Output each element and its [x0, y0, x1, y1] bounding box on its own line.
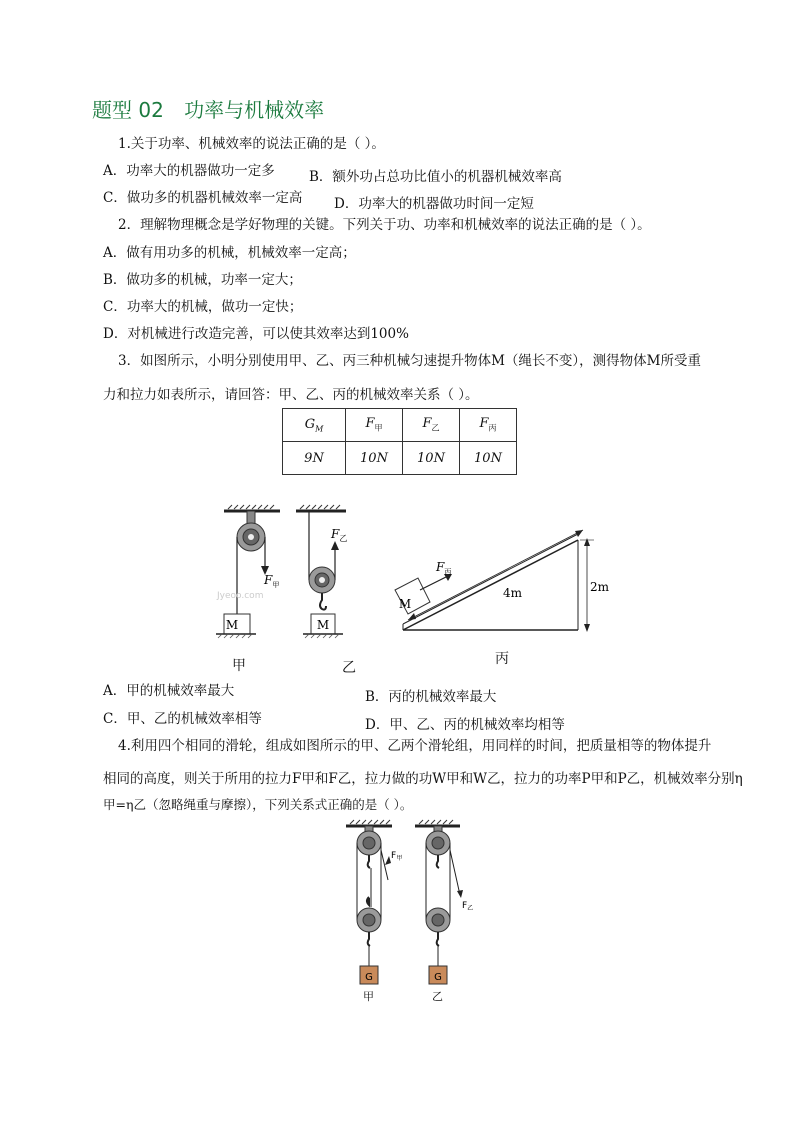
q4-stem-line2: 相同的高度，则关于所用的拉力F甲和F乙，拉力做的功W甲和W乙，拉力的功率P甲和P乙，机械效率分别η [103, 771, 743, 787]
q3-option-b: B．丙的机械效率最大 [365, 689, 497, 705]
q1-option-b: B．额外功占总功比值小的机器机械效率高 [309, 169, 562, 185]
block-m-yi: M [316, 618, 330, 632]
table-header-cell: $F_乙$ [403, 409, 460, 442]
caption-bing: 丙 [495, 651, 509, 667]
weight-g-jia: G [365, 972, 373, 983]
force-label-yi: $F_乙$ [331, 527, 348, 543]
q3-stem-line1: 3．如图所示，小明分别使用甲、乙、丙三种机械匀速提升物体M（绳长不变），测得物体M所受重 [118, 353, 701, 369]
table-cell: 10N [346, 442, 403, 475]
q1-option-d: D．功率大的机器做功时间一定短 [334, 196, 534, 212]
table-cell: 10N [460, 442, 517, 475]
caption-jia: 甲 [232, 658, 246, 674]
q1-option-a: A．功率大的机器做功一定多 [103, 163, 275, 179]
force-label-q4-jia: $F_甲$ [391, 851, 403, 862]
watermark: Jyeoo.com [217, 591, 264, 601]
q1-option-c: C．做功多的机器机械效率一定高 [103, 190, 303, 206]
table-header-cell: $F_甲$ [346, 409, 403, 442]
table-header-cell: $F_丙$ [460, 409, 517, 442]
q3-option-d: D．甲、乙、丙的机械效率均相等 [365, 717, 565, 733]
q2-option-d: D．对机械进行改造完善，可以使其效率达到100% [103, 326, 409, 342]
slope-height-label: 2m [590, 580, 610, 594]
q4-stem-line1: 4.利用四个相同的滑轮，组成如图所示的甲、乙两个滑轮组，用同样的时间，把质量相等的物体提升 [118, 738, 712, 754]
caption-q4-yi: 乙 [432, 990, 443, 1003]
pulley-system-yi [415, 820, 463, 984]
q4-stem-line3: 甲=η乙（忽略绳重与摩擦），下列关系式正确的是（ ）。 [103, 797, 413, 812]
section-title: 功率与机械效率 [184, 98, 325, 122]
block-m-bing: M [398, 597, 412, 611]
slope-length-label: 4m [503, 586, 523, 600]
block-m-jia: M [225, 618, 239, 632]
table-cell: 9N [283, 442, 346, 475]
q3-stem-line2: 力和拉力如表所示，请回答：甲、乙、丙的机械效率关系（ ）。 [103, 387, 479, 403]
force-label-q4-yi: $F_乙$ [462, 901, 474, 912]
q1-stem: 1.关于功率、机械效率的说法正确的是（ ）。 [118, 136, 385, 152]
caption-yi: 乙 [342, 660, 356, 676]
caption-q4-jia: 甲 [363, 990, 374, 1003]
q3-option-c: C．甲、乙的机械效率相等 [103, 711, 262, 727]
table-cell: 10N [403, 442, 460, 475]
q2-stem: 2．理解物理概念是学好物理的关键。下列关于功、功率和机械效率的说法正确的是（ ）。 [118, 217, 651, 233]
q2-option-b: B．做功多的机械，功率一定大； [103, 272, 302, 288]
weight-g-yi: G [434, 972, 442, 983]
pulley-system-jia [346, 820, 392, 984]
force-label-jia: $F_甲$ [264, 573, 280, 589]
q2-option-c: C．功率大的机械，做功一定快； [103, 299, 303, 315]
table-header-cell: $G_M$ [283, 409, 346, 442]
q3-option-a: A．甲的机械效率最大 [103, 683, 235, 699]
q2-option-a: A．做有用功多的机械，机械效率一定高； [103, 245, 356, 261]
section-tag: 题型 02 [92, 98, 164, 122]
force-label-bing: $F_丙$ [436, 560, 452, 576]
